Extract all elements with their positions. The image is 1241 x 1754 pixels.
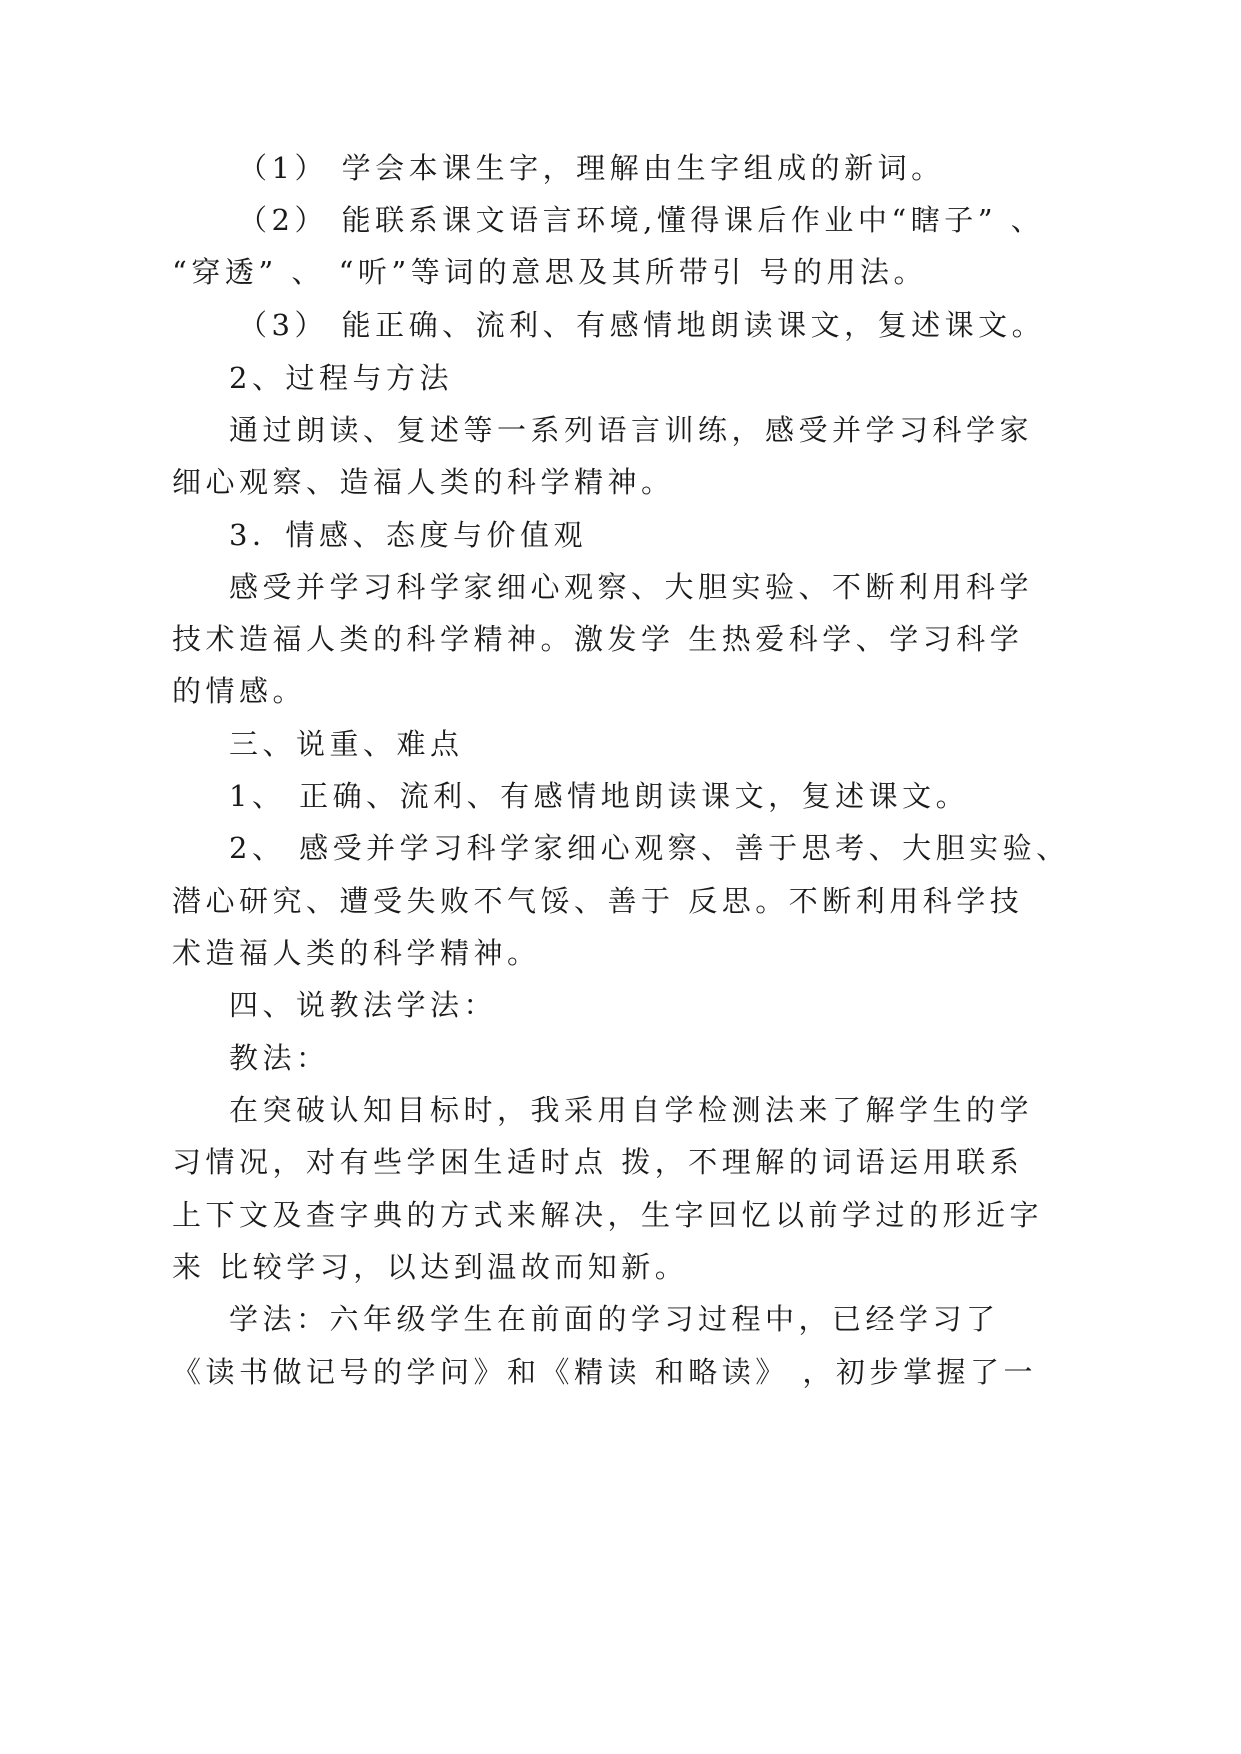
text-line: 学法：六年级学生在前面的学习过程中，已经学习了 [229,1302,1000,1336]
text-line: 教法： [229,1041,330,1075]
text-line: 术造福人类的科学精神。 [172,936,541,970]
section-heading: 四、说教法学法： [229,988,498,1022]
text-line: （2） 能联系课文语言环境,懂得课后作业中“瞎子” 、 [238,203,1045,237]
text-line: 1、 正确、流利、有感情地朗读课文，复述课文。 [229,779,970,813]
text-line: 来 比较学习，以达到温故而知新。 [172,1250,689,1284]
text-line: “穿透” 、 “听”等词的意思及其所带引 号的用法。 [172,255,927,289]
text-line: 《读书做记号的学问》和《精读 和略读》 ，初步掌握了一 [172,1355,1037,1389]
text-line: （3） 能正确、流利、有感情地朗读课文，复述课文。 [238,308,1046,342]
text-line: 技术造福人类的科学精神。激发学 生热爱科学、学习科学 [172,622,1024,656]
text-line: 上下文及查字典的方式来解决，生字回忆以前学过的形近字 [172,1198,1044,1232]
section-heading: 三、说重、难点 [229,727,464,761]
text-line: 2、 感受并学习科学家细心观察、善于思考、大胆实验、 [229,831,1070,865]
text-line: 潜心研究、遭受失败不气馁、善于 反思。不断利用科学技 [172,884,1024,918]
text-line: 3．情感、态度与价值观 [229,518,587,552]
text-line: 通过朗读、复述等一系列语言训练，感受并学习科学家 [229,413,1034,447]
text-line: 在突破认知目标时，我采用自学检测法来了解学生的学 [229,1093,1034,1127]
text-line: （1） 学会本课生字，理解由生字组成的新词。 [238,151,945,185]
text-line: 习情况，对有些学困生适时点 拨，不理解的词语运用联系 [172,1145,1024,1179]
text-line: 细心观察、造福人类的科学精神。 [172,465,675,499]
text-line: 2、过程与方法 [229,361,453,395]
text-line: 感受并学习科学家细心观察、大胆实验、不断利用科学 [229,570,1034,604]
text-line: 的情感。 [172,674,307,708]
